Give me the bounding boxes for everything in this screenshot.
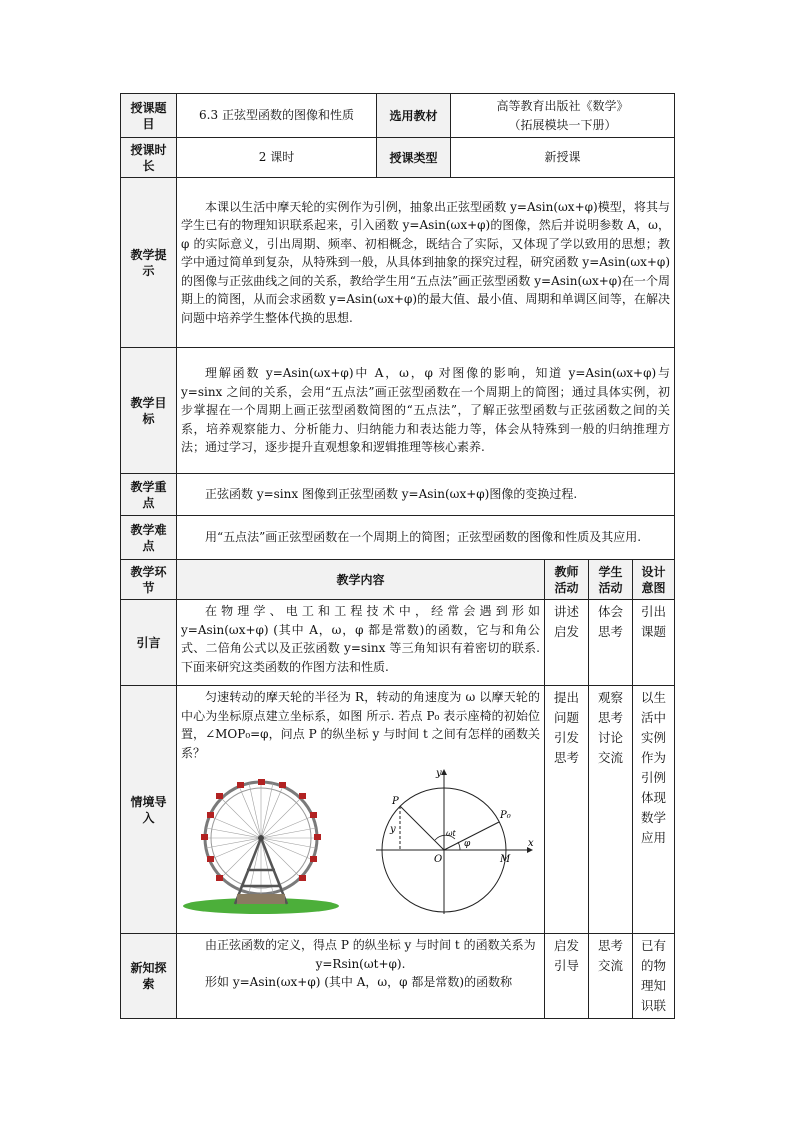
scene-text: 匀速转动的摩天轮的半径为 R，转动的角速度为 ω 以摩天轮的中心为坐标原点建立坐标系，如图 所示. 若点 P₀ 表示座椅的初始位置，∠MOP₀=φ，问点 P 的纵坐标 y 与时间 t 之间有怎样的函数关系？ — [181, 690, 540, 760]
row-topic — [121, 94, 675, 138]
y-axis-label: y — [436, 768, 442, 779]
x-axis-label: x — [528, 838, 534, 849]
design-header: 设计意图 — [633, 560, 675, 600]
scene-figures — [181, 766, 540, 916]
explore-student: 思考交流 — [589, 934, 633, 1019]
duration-value: 2 课时 — [177, 138, 377, 178]
lesson-plan — [120, 93, 674, 1019]
student-header: 学生活动 — [589, 560, 633, 600]
row-duration — [121, 138, 675, 178]
row-intro — [121, 600, 675, 686]
wheel-hub — [258, 835, 264, 841]
difficulty-label: 教学难点 — [121, 516, 177, 560]
explore-label: 新知探索 — [121, 934, 177, 1019]
row-difficulty — [121, 516, 675, 560]
wt-label: ωt — [446, 829, 456, 838]
phi-label: φ — [464, 839, 471, 849]
topic-value: 6.3 正弦型函数的图像和性质 — [177, 94, 377, 138]
type-value: 新授课 — [451, 138, 675, 178]
objective-label: 教学目标 — [121, 348, 177, 474]
explore-formula: y=Rsin(ωt+φ). — [315, 956, 406, 971]
intro-text: 在物理学、电工和工程技术中，经常会遇到形如 y=Asin(ωx+φ) (其中 A，ω，φ 都是常数)的函数，它与和角公式、二倍角公式以及正弦函数 y=sinx 等三角知识有着密切的联系. 下面来研究这类函数的作图方法和性质. — [177, 600, 545, 686]
row-explore — [121, 934, 675, 1019]
explore-design: 已有的物理知识联 — [633, 934, 675, 1019]
radius-p — [400, 806, 444, 850]
topic-label: 授课题目 — [121, 94, 177, 138]
scene-design: 以生活中实例作为引例体现数学应用 — [633, 686, 675, 934]
type-label: 授课类型 — [377, 138, 451, 178]
row-section-header — [121, 560, 675, 600]
material-line2: （拓展模块一下册） — [508, 117, 617, 132]
material-label: 选用教材 — [377, 94, 451, 138]
intro-label: 引言 — [121, 600, 177, 686]
teacher-header: 教师活动 — [545, 560, 589, 600]
row-objective — [121, 348, 675, 474]
row-key — [121, 474, 675, 516]
point-p-label: P — [392, 796, 399, 807]
lesson-plan-table — [120, 93, 675, 1019]
row-hint — [121, 178, 675, 348]
scene-label: 情境导入 — [121, 686, 177, 934]
key-text: 正弦函数 y=sinx 图像到正弦型函数 y=Asin(ωx+φ)图像的变换过程. — [177, 474, 675, 516]
explore-text2: 形如 y=Asin(ωx+φ) (其中 A，ω，φ 都是常数)的函数称 — [205, 975, 513, 989]
explore-text1: 由正弦函数的定义，得点 P 的纵坐标 y 与时间 t 的函数关系为 — [205, 938, 536, 952]
explore-teacher: 启发引导 — [545, 934, 589, 1019]
origin-label: O — [434, 854, 443, 865]
intro-design: 引出课题 — [633, 600, 675, 686]
scene-teacher: 提出问题引发思考 — [545, 686, 589, 934]
unit-circle-diagram — [372, 766, 540, 916]
intro-student: 体会思考 — [589, 600, 633, 686]
ferris-wheel-image — [181, 776, 341, 916]
hint-label: 教学提示 — [121, 178, 177, 348]
scene-student: 观察思考讨论交流 — [589, 686, 633, 934]
y-segment-label: y — [390, 824, 396, 835]
difficulty-text: 用“五点法”画正弦型函数在一个周期上的简图；正弦型函数的图像和性质及其应用. — [177, 516, 675, 560]
objective-text: 理解函数 y=Asin(ωx+φ)中 A，ω，φ 对图像的影响，知道 y=Asin(ωx+φ)与 y=sinx 之间的关系，会用“五点法”画正弦型函数在一个周期上的简图；通过具体实例，初步掌握在一个周期上画正弦型函数简图的“五点法”，了解正弦型函数与正弦函数之间的关系，培养观察能力、分析能力、归纳能力和表达能力等，体会从特殊到一般的归纳推理方法；通过学习，逐步提升直观想象和逻辑推理等核心素养. — [177, 348, 675, 474]
content-header: 教学内容 — [177, 560, 545, 600]
stage-header: 教学环节 — [121, 560, 177, 600]
hint-text: 本课以生活中摩天轮的实例作为引例，抽象出正弦型函数 y=Asin(ωx+φ)模型，将其与学生已有的物理知识联系起来，引入函数 y=Asin(ωx+φ)的图像，然后并说明参数 A，ω，φ 的实际意义，引出周期、频率、初相概念，既结合了实际，又体现了学以致用的思想；教学中通过简单到复杂，从特殊到一般，从具体到抽象的探究过程，研究函数 y=Asin(ωx+φ)的图像与正弦曲线之间的关系，教给学生用“五点法”画正弦型函数 y=Asin(ωx+φ)在一个周期上的简图，从而会求函数 y=Asin(ωx+φ)的最大值、最小值、周期和单调区间等，在解决问题中培养学生整体代换的思想. — [177, 178, 675, 348]
point-p0-label: P₀ — [500, 810, 511, 821]
explore-content — [177, 934, 545, 1019]
scene-content — [177, 686, 545, 934]
intro-teacher: 讲述启发 — [545, 600, 589, 686]
row-scene — [121, 686, 675, 934]
phi-arc — [458, 842, 460, 850]
material-value — [451, 94, 675, 138]
point-m-label: M — [500, 854, 511, 865]
duration-label: 授课时长 — [121, 138, 177, 178]
wheel-base — [237, 894, 285, 904]
material-line1: 高等教育出版社《数学》 — [496, 99, 629, 113]
key-label: 教学重点 — [121, 474, 177, 516]
